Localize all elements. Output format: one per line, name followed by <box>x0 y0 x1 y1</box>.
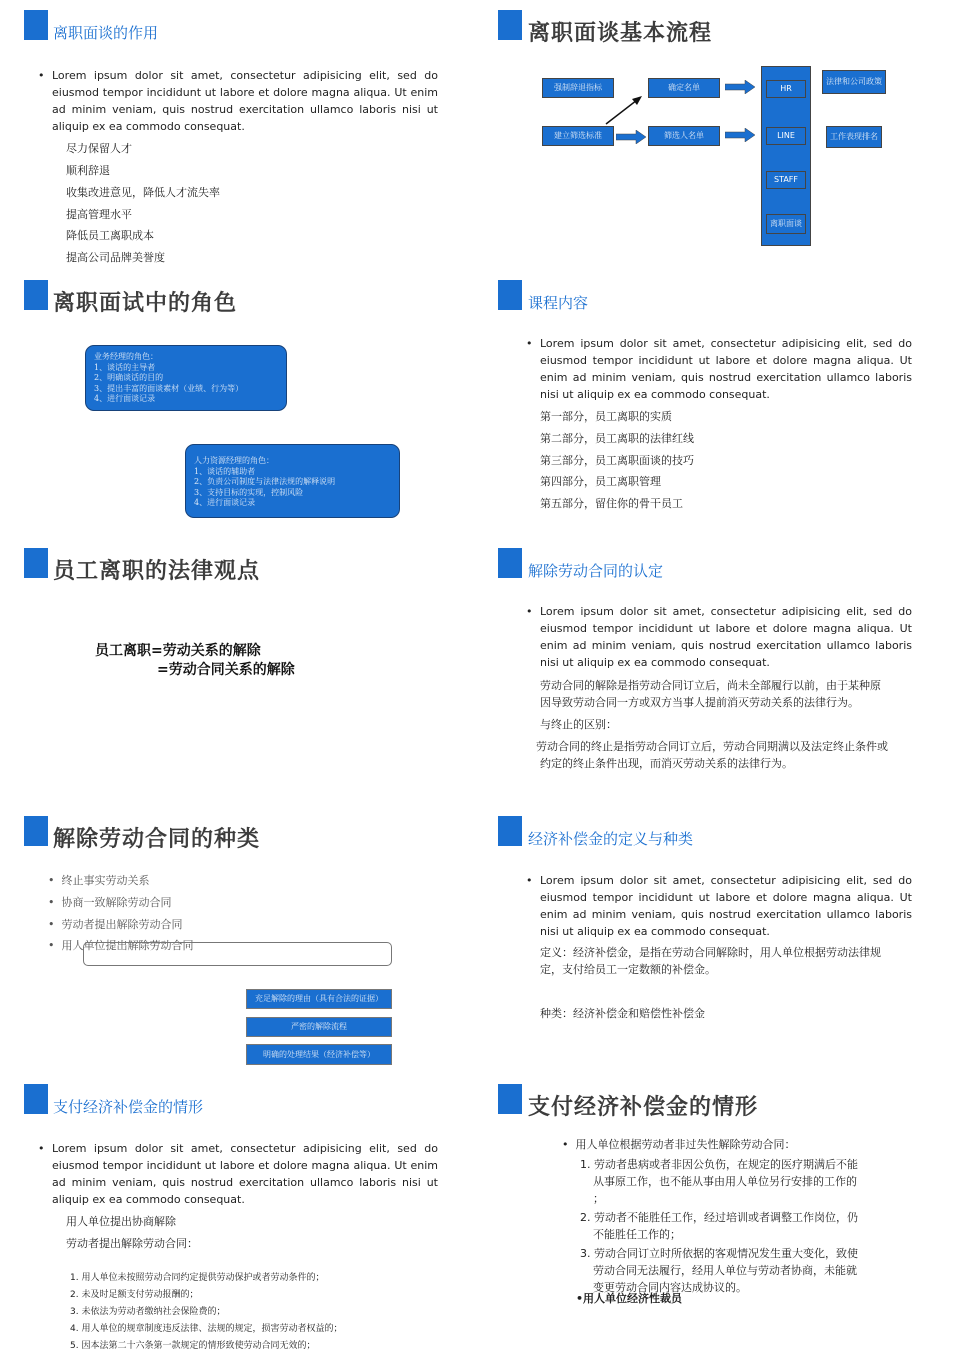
case-line: ； <box>593 1192 604 1205</box>
slide-title: 离职面试中的角色 <box>53 291 238 316</box>
definition-line: 劳动合同的解除是指劳动合同订立后，尚未全部履行以前，由于某种原 <box>540 679 881 692</box>
box-build-standard: 建立筛选标准 <box>542 126 614 146</box>
definition-line: 定义：经济补偿金，是指在劳动合同解除时，用人单位根据劳动法律规 <box>540 946 881 959</box>
slide-title: 经济补偿金的定义与种类 <box>528 830 694 848</box>
list-item: 顺利辞退 <box>66 164 110 177</box>
case-line: 不能胜任工作的； <box>593 1228 681 1241</box>
slide-course-content <box>480 270 960 538</box>
slide-title: 课程内容 <box>528 294 589 312</box>
slide-compensation-cases-2 <box>480 1074 960 1352</box>
box-screen-list: 筛选人名单 <box>648 126 720 146</box>
right-arrow-icon <box>725 128 755 142</box>
slide-title: 支付经济补偿金的情形 <box>528 1095 759 1120</box>
right-arrow-icon <box>725 80 755 94</box>
definition-line: 因导致劳动合同一方或双方当事人提前消灭劳动关系的法律行为。 <box>540 696 859 709</box>
difference-label: 与终止的区别： <box>540 718 617 731</box>
case-line: 1. 劳动者患病或者非因公负伤，在规定的医疗期满后不能 <box>580 1158 858 1171</box>
case-line: 用人单位提出协商解除 <box>66 1215 176 1228</box>
right-arrow-icon <box>616 130 646 144</box>
slide-title: 解除劳动合同的认定 <box>528 562 664 580</box>
list-item: 第四部分，员工离职管理 <box>540 475 661 488</box>
list-item: • 协商一致解除劳动合同 <box>48 896 172 909</box>
case-item: 4. 用人单位的规章制度违反法律、法规的规定，损害劳动者权益的； <box>70 1324 343 1334</box>
title-accent <box>498 280 522 310</box>
box-exit-interview: 离职面谈 <box>766 214 806 234</box>
kinds-line: 种类：经济补偿金和赔偿性补偿金 <box>540 1007 705 1020</box>
title-accent <box>24 1084 48 1114</box>
slide-title: 离职面谈的作用 <box>53 24 159 42</box>
highlight-frame <box>83 942 392 966</box>
box-law-policy: 法律和公司政策 <box>822 70 886 94</box>
case-line: 劳动合同无法履行，经用人单位与劳动者协商，未能就 <box>593 1264 857 1277</box>
slide-title: 员工离职的法律观点 <box>53 559 261 584</box>
lorem-paragraph: • Lorem ipsum dolor sit amet, consectetur adipisicing elit, sed do eiusmod tempor incididunt ut labore et dolore magna aliqua. Ut enim ad minim veniam, quis nostrud exercitation ullamco laboris nisi ut aliquip ex ea commodo consequat. <box>526 874 912 938</box>
list-item: 第五部分，留住你的骨干员工 <box>540 497 683 510</box>
case-line: 变更劳动合同内容达成协议的。 <box>593 1281 747 1294</box>
title-accent <box>498 548 522 578</box>
title-accent <box>24 548 48 578</box>
footer-bullet: •用人单位经济性裁员 <box>576 1292 683 1305</box>
slide-termination-definition <box>480 538 960 806</box>
list-item: • 用人单位提出解除劳动合同 <box>48 939 194 952</box>
case-line: 劳动者提出解除劳动合同： <box>66 1237 198 1250</box>
title-accent <box>24 10 48 40</box>
list-item: 提高公司品牌美誉度 <box>66 251 165 264</box>
title-accent <box>498 1084 522 1114</box>
slide-interview-roles <box>0 270 480 538</box>
box-strict-process: 严密的解除流程 <box>246 1017 392 1037</box>
slide-interview-flow <box>480 0 960 268</box>
title-accent <box>24 280 48 310</box>
box-clear-result: 明确的处理结果（经济补偿等） <box>246 1044 392 1065</box>
list-item: 第二部分，员工离职的法律红线 <box>540 432 694 445</box>
list-item: 第三部分，员工离职面谈的技巧 <box>540 454 694 467</box>
case-item: 1. 用人单位未按照劳动合同约定提供劳动保护或者劳动条件的； <box>70 1273 325 1283</box>
list-item: • 终止事实劳动关系 <box>48 874 150 887</box>
box-performance-rank: 工作表现排名 <box>826 126 882 148</box>
legal-equation-line2: =劳动合同关系的解除 <box>157 662 295 678</box>
legal-equation-line1: 员工离职=劳动关系的解除 <box>95 643 261 659</box>
termination-line: 劳动合同的终止是指劳动合同订立后，劳动合同期满以及法定终止条件或 <box>536 740 888 753</box>
lorem-paragraph: • Lorem ipsum dolor sit amet, consectetur adipisicing elit, sed do eiusmod tempor incididunt ut labore et dolore magna aliqua. Ut enim ad minim veniam, quis nostrud exercitation ullamco laboris nisi ut aliquip ex ea commodo consequat. <box>38 1142 438 1206</box>
title-accent <box>498 10 522 40</box>
lorem-paragraph: • Lorem ipsum dolor sit amet, consectetur adipisicing elit, sed do eiusmod tempor incididunt ut labore et dolore magna aliqua. Ut enim ad minim veniam, quis nostrud exercitation ullamco laboris nisi ut aliquip ex ea commodo consequat. <box>526 337 912 401</box>
case-line: 3. 劳动合同订立时所依据的客观情况发生重大变化，致使 <box>580 1247 858 1260</box>
box-hr: HR <box>766 80 806 98</box>
case-line: 2. 劳动者不能胜任工作，经过培训或者调整工作岗位，仍 <box>580 1211 858 1224</box>
diagonal-arrow-icon <box>604 94 644 126</box>
intro-line: • 用人单位根据劳动者非过失性解除劳动合同： <box>562 1138 796 1151</box>
slide-termination-types <box>0 806 480 1074</box>
case-item: 2. 未及时足额支付劳动报酬的； <box>70 1290 199 1300</box>
termination-line: 约定的终止条件出现，而消灭劳动关系的法律行为。 <box>540 757 793 770</box>
slide-title: 解除劳动合同的种类 <box>53 827 261 852</box>
definition-line: 定，支付给员工一定数额的补偿金。 <box>540 963 716 976</box>
slide-legal-view <box>0 538 480 806</box>
list-item: 提高管理水平 <box>66 208 132 221</box>
list-item: 第一部分，员工离职的实质 <box>540 410 672 423</box>
slide-title: 支付经济补偿金的情形 <box>53 1098 204 1116</box>
case-item: 3. 未依法为劳动者缴纳社会保险费的； <box>70 1307 226 1317</box>
slide-interview-purpose <box>0 0 480 268</box>
lorem-paragraph: • Lorem ipsum dolor sit amet, consectetur adipisicing elit, sed do eiusmod tempor incididunt ut labore et dolore magna aliqua. Ut enim ad minim veniam, quis nostrud exercitation ullamco laboris nisi ut aliquip ex ea commodo consequat. <box>526 605 912 669</box>
box-force-quota: 强制辞退指标 <box>542 78 614 98</box>
slide-compensation-cases <box>0 1074 480 1352</box>
slide-title: 离职面谈基本流程 <box>528 21 713 46</box>
case-item: 5. 因本法第二十六条第一款规定的情形致使劳动合同无效的； <box>70 1341 316 1351</box>
box-line: LINE <box>766 127 806 145</box>
lorem-paragraph: • Lorem ipsum dolor sit amet, consectetur adipisicing elit, sed do eiusmod tempor incididunt ut labore et dolore magna aliqua. Ut enim ad minim veniam, quis nostrud exercitation ullamco laboris nisi ut aliquip ex ea commodo consequat. <box>38 69 438 133</box>
list-item: 尽力保留人才 <box>66 142 132 155</box>
case-line: 从事原工作，也不能从事由用人单位另行安排的工作的 <box>593 1175 857 1188</box>
list-item: 降低员工离职成本 <box>66 229 154 242</box>
box-staff: STAFF <box>766 171 806 189</box>
box-confirm-list: 确定名单 <box>648 78 720 98</box>
list-item: 收集改进意见，降低人才流失率 <box>66 186 220 199</box>
list-item: • 劳动者提出解除劳动合同 <box>48 918 183 931</box>
box-sufficient-reason: 充足解除的理由（具有合法的证据） <box>246 989 392 1009</box>
title-accent <box>24 816 48 846</box>
role-box-hr: 人力资源经理的角色： 1、谈话的辅助者 2、负责公司制度与法律法规的解释说明 3、支持目标的实现，控制风险 4、进行面谈记录 <box>185 444 400 518</box>
role-box-manager: 业务经理的角色： 1、谈话的主导者 2、明确谈话的目的 3、提出丰富的面谈素材（业绩、行为等） 4、进行面谈记录 <box>85 345 287 411</box>
title-accent <box>498 816 522 846</box>
slide-compensation-definition <box>480 806 960 1074</box>
